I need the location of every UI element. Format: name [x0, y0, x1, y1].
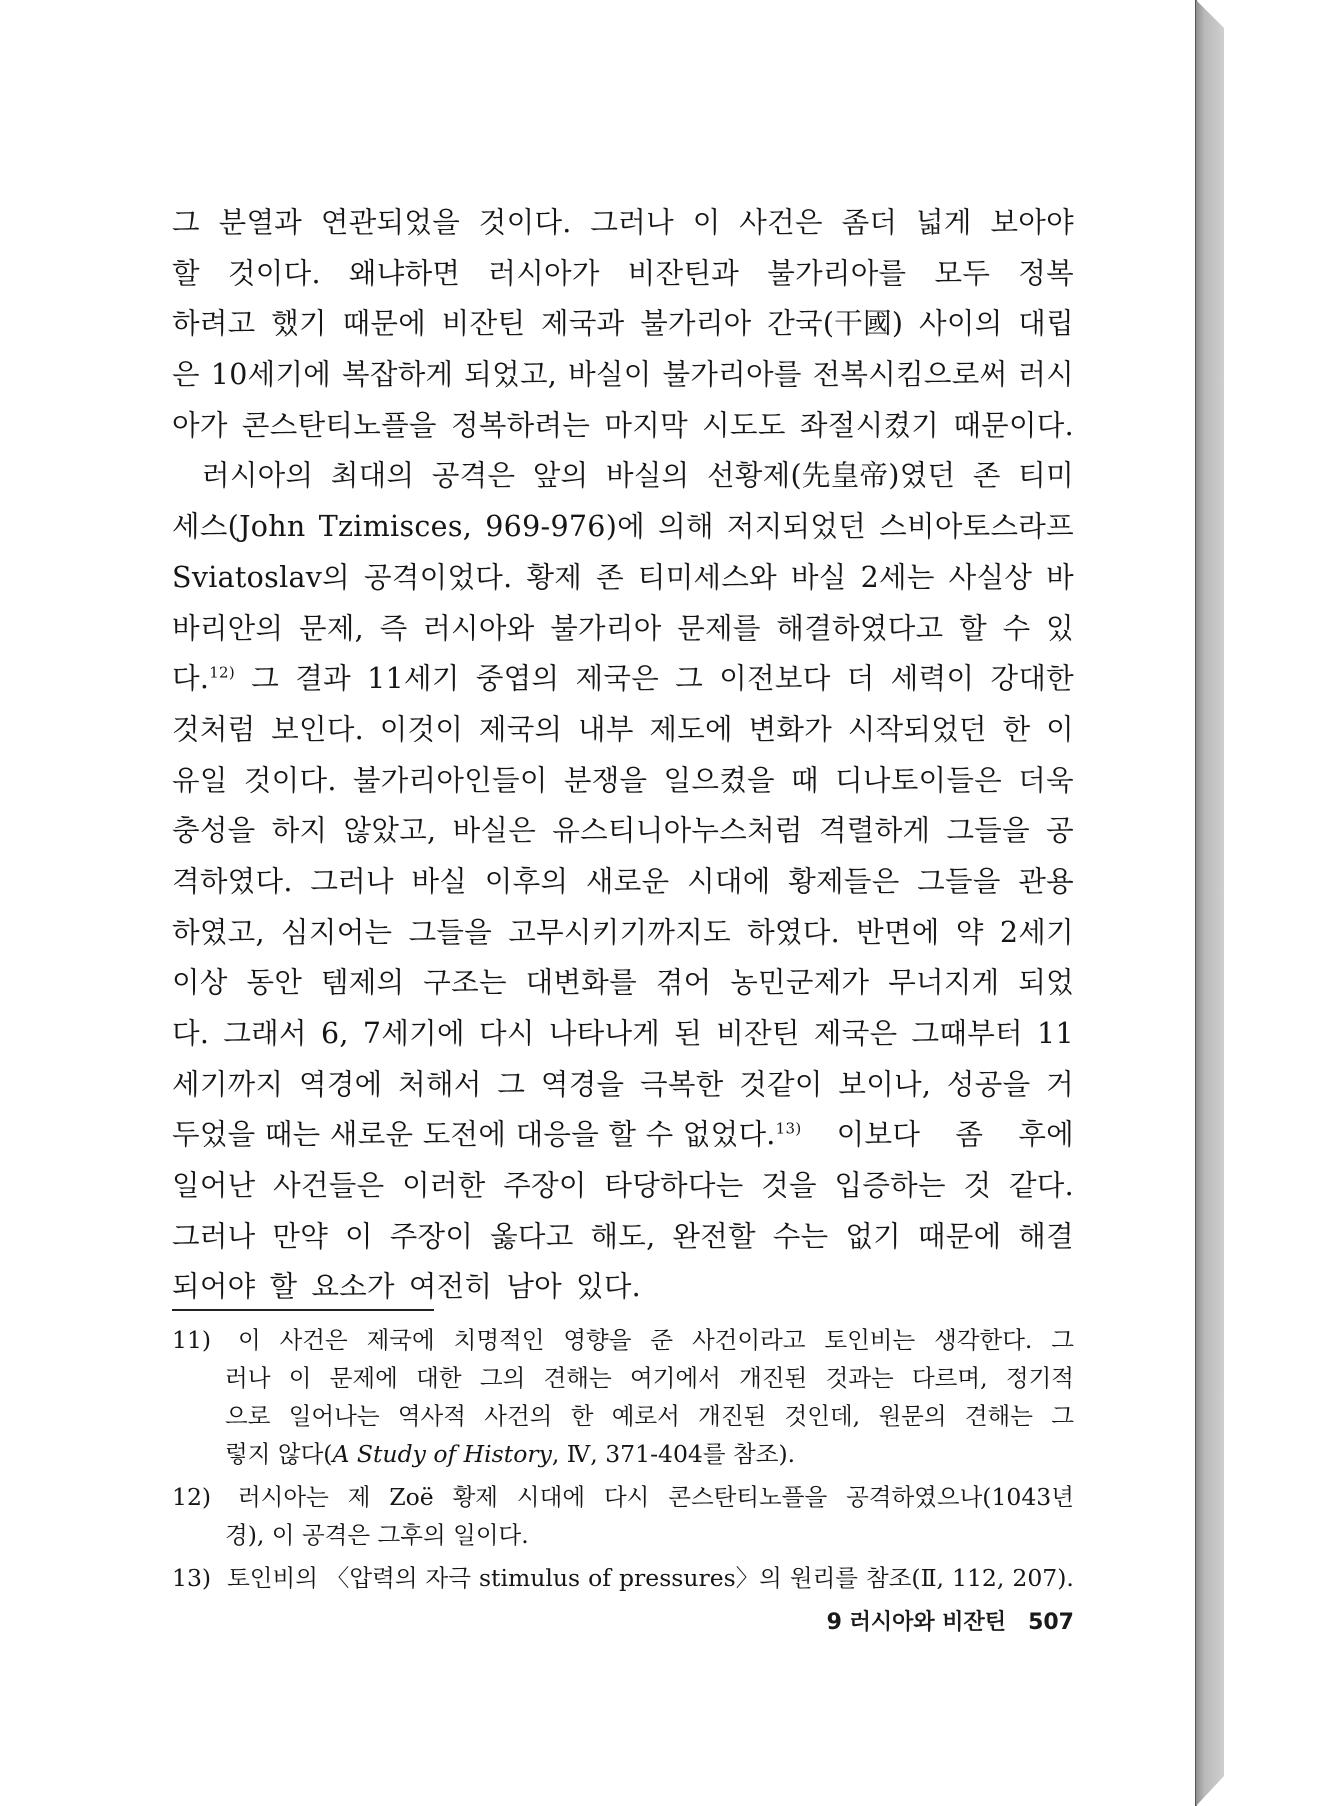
word: 간국(干國)	[767, 307, 904, 341]
word: 의해	[658, 510, 714, 544]
word: 왜냐하면	[348, 256, 461, 290]
word: 않았고,	[343, 814, 437, 848]
word: 새로운	[585, 864, 670, 898]
word: 마지막	[604, 408, 688, 442]
word: 토인비는	[824, 1326, 916, 1354]
footnote-line	[172, 1359, 1074, 1397]
word: 하려고	[172, 307, 256, 341]
word: 것처럼	[172, 712, 256, 746]
word: 11세기	[367, 662, 460, 696]
word: 이보다	[836, 1118, 921, 1152]
word: 은	[172, 358, 200, 392]
word: 다.	[172, 1017, 210, 1050]
word: 내부	[578, 712, 634, 746]
word: 207).	[1012, 1564, 1074, 1592]
word: 공격은	[431, 459, 516, 493]
word: 때	[791, 763, 819, 797]
word: 요소가	[311, 1270, 395, 1304]
word: 이	[288, 1364, 312, 1392]
word: 아가	[172, 408, 228, 442]
word: 할	[959, 611, 987, 645]
text-line	[172, 908, 1074, 959]
word: 일어나는	[288, 1402, 380, 1430]
word: 문제를	[677, 611, 761, 645]
word: 좀	[955, 1118, 984, 1152]
word: 영향을	[563, 1326, 632, 1354]
word: 으로	[225, 1402, 271, 1430]
word: 극복한	[640, 1067, 724, 1101]
word: 한	[1002, 712, 1031, 746]
footnote-line	[172, 1397, 1074, 1435]
text-line	[172, 451, 1074, 502]
word: 토인비의	[227, 1564, 318, 1592]
word: 참조(Ⅱ,	[866, 1564, 945, 1592]
word: 시도도	[702, 408, 786, 442]
word: 강대한	[990, 662, 1074, 696]
word: 일으켰을	[663, 763, 775, 797]
word: 해결하였다고	[776, 611, 944, 645]
word: 원리를	[789, 1564, 858, 1592]
word: 러시아가	[488, 256, 600, 290]
word: 할	[172, 256, 200, 290]
word: 주장이	[389, 1219, 474, 1253]
word: 세력이	[890, 662, 975, 696]
word: 비잔틴과	[627, 256, 740, 290]
word: 더욱	[1018, 763, 1074, 797]
footnote-tail: 렇지 않다(	[225, 1440, 333, 1468]
word: 이	[344, 1219, 373, 1253]
word: 입증하는	[834, 1169, 946, 1203]
text-line	[172, 502, 1074, 553]
text-line	[172, 553, 1074, 604]
word: 충성을	[172, 814, 256, 848]
word: 다시	[603, 1483, 650, 1511]
word: 황제들은	[788, 864, 900, 898]
word: 콘스탄티노플을	[668, 1483, 828, 1511]
page-number: 507	[1028, 1610, 1074, 1635]
page-stack-edge	[1196, 0, 1224, 1806]
word: 7세기에	[362, 1017, 465, 1050]
text-line	[172, 654, 1074, 705]
footnote-tail-group	[225, 1435, 795, 1473]
word: 하지	[271, 814, 328, 848]
word: 있다.	[576, 1270, 642, 1304]
word: 유일	[172, 763, 228, 797]
word: 불가리아인들이	[352, 763, 548, 797]
word: 변화가	[748, 712, 833, 746]
word: 불가리아를	[767, 256, 907, 290]
word: 좀더	[841, 206, 898, 239]
word: 옳다고	[490, 1219, 574, 1253]
word: 일어난	[172, 1169, 256, 1203]
footnote-ref: 13)	[775, 1119, 802, 1138]
word: 사건은	[279, 1326, 348, 1354]
word: 러시아는	[237, 1483, 329, 1511]
word: 수는	[772, 1219, 829, 1253]
text-line	[172, 198, 1074, 249]
footnote-line	[172, 1559, 1074, 1597]
word: 되었고,	[464, 358, 558, 392]
text-line	[172, 604, 1074, 655]
word: 제	[347, 1483, 371, 1511]
word: 그러나	[310, 864, 394, 898]
word: 다르며,	[911, 1364, 988, 1392]
word: 사건이라고	[691, 1326, 806, 1354]
word: 이것이	[379, 712, 464, 746]
word: 969-976)에	[485, 510, 645, 544]
word: 거	[1046, 1067, 1074, 1101]
line-lead-group	[172, 1110, 802, 1161]
word: 되었	[1018, 966, 1074, 1000]
word: 템제의	[320, 966, 405, 1000]
word: 공격하였으나(1043년	[846, 1483, 1074, 1511]
word: 격하였다.	[172, 864, 293, 898]
word: 이	[237, 1326, 261, 1354]
word: 약	[955, 915, 984, 949]
word: 할	[269, 1270, 298, 1304]
word: 러나	[225, 1364, 271, 1392]
footnote-line	[172, 1516, 1074, 1554]
word: 공격이었다.	[363, 560, 513, 594]
word: 바실이	[568, 358, 652, 392]
word: 역경을	[540, 1067, 625, 1101]
word: 같다.	[1008, 1169, 1074, 1203]
word: 저지되었던	[726, 510, 867, 544]
word: 결과	[295, 662, 351, 696]
text-line	[172, 350, 1074, 401]
word: 바실	[411, 864, 468, 898]
word: 2세기	[999, 915, 1074, 949]
word: 복잡하게	[342, 358, 454, 392]
word: 심지어는	[281, 915, 393, 949]
word: 중엽의	[475, 662, 560, 696]
word: 티미세스와	[637, 560, 778, 594]
word: 원문의	[878, 1402, 947, 1430]
word: 제국의	[478, 712, 563, 746]
text-line	[172, 1009, 1074, 1060]
word: 것이다.	[227, 256, 321, 290]
word: 처해서	[398, 1067, 482, 1101]
word: 11	[1037, 1017, 1074, 1050]
text-line	[172, 705, 1074, 756]
text-line	[172, 1060, 1074, 1111]
word: 러시	[1018, 358, 1074, 392]
word: 없기	[845, 1219, 902, 1253]
word: 만약	[272, 1219, 329, 1253]
word: 이러한	[402, 1169, 486, 1203]
word: 112,	[952, 1564, 1005, 1592]
word: 그	[1051, 1326, 1074, 1354]
word: 그들을	[917, 864, 1001, 898]
word: 그래서	[223, 1017, 307, 1050]
word: 정기적	[1005, 1364, 1074, 1392]
word: 불가리아	[550, 611, 662, 645]
word: 때문에	[342, 307, 427, 341]
footnote-line	[172, 1435, 1074, 1473]
text-line	[172, 1212, 1074, 1263]
footnotes	[172, 1321, 1074, 1597]
word: 생각한다.	[934, 1326, 1033, 1354]
word: 여전히	[408, 1270, 493, 1304]
word: 그들을	[408, 915, 493, 949]
word: 선황제(先皇帝)였던	[707, 459, 956, 493]
word: 제국은	[575, 662, 660, 696]
word: 동안	[246, 966, 303, 1000]
word: 분쟁을	[563, 763, 648, 797]
word: 견해는	[964, 1402, 1033, 1430]
text-line	[172, 958, 1074, 1009]
word: 황제	[452, 1483, 499, 1511]
word: 주장이	[503, 1169, 587, 1203]
word: 것이다.	[243, 763, 337, 797]
word: 것이다.	[478, 206, 572, 239]
footnote-number: 11)	[172, 1326, 212, 1354]
word: 역경에	[299, 1067, 383, 1101]
text-line	[172, 857, 1074, 908]
word: 타당하다는	[604, 1169, 744, 1203]
word: 하였다.	[747, 915, 840, 949]
word: 그러나	[172, 1219, 256, 1253]
word: 겪어	[655, 966, 712, 1000]
word: 사실상	[948, 560, 1033, 594]
word: 것	[963, 1169, 992, 1203]
word: 시대에	[687, 864, 771, 898]
word: 그의	[479, 1364, 526, 1392]
text-line	[172, 249, 1074, 300]
word: 그	[172, 206, 200, 239]
word: 문제,	[299, 611, 365, 645]
word: 이	[692, 206, 721, 239]
text-line	[172, 401, 1074, 452]
word: 견해는	[543, 1364, 612, 1392]
word: 대립	[1018, 307, 1074, 341]
footnote-number: 13)	[172, 1564, 212, 1592]
word: 해도,	[590, 1219, 656, 1253]
footnote-line	[172, 1478, 1074, 1516]
word: 보인다.	[271, 712, 365, 746]
line-lead: 다.	[172, 662, 210, 696]
footnote-tail-end: , Ⅳ, 371-404를 참조).	[551, 1440, 796, 1468]
word: 분열과	[218, 206, 303, 239]
word: 그	[497, 1067, 526, 1101]
word: 〈압력의	[325, 1564, 418, 1592]
text-line	[172, 299, 1074, 350]
word: 디나토이들은	[835, 763, 1003, 797]
word: 존	[972, 459, 1001, 493]
word: 것인데,	[784, 1402, 861, 1430]
text-line	[172, 1110, 1074, 1161]
word: 그	[675, 662, 704, 696]
word: 구조는	[423, 966, 507, 1000]
word: 시작되었던	[847, 712, 987, 746]
word: 공	[1046, 814, 1074, 848]
word: 앞의	[532, 459, 589, 493]
word: 것같이	[739, 1067, 823, 1101]
word: 바	[1046, 560, 1074, 594]
word: 보아야	[990, 206, 1074, 239]
word: 러시아와	[423, 611, 535, 645]
text-line	[172, 806, 1074, 857]
word: 세스(John	[172, 510, 306, 544]
word: 했기	[271, 307, 327, 341]
word: 제국과	[540, 307, 625, 341]
word: 시대에	[516, 1483, 586, 1511]
word: 비잔틴	[441, 307, 526, 341]
text-line	[172, 1262, 1074, 1313]
word: 러시아의	[202, 459, 314, 493]
word: 치명적인	[453, 1326, 545, 1354]
word: 세기까지	[172, 1067, 284, 1101]
word: 그들을	[946, 814, 1030, 848]
running-footer	[827, 1605, 1074, 1636]
word: 넓게	[916, 206, 972, 239]
body-text	[172, 198, 1074, 1313]
word: 모두	[934, 256, 991, 290]
word: 하였고,	[172, 915, 265, 949]
word: 개진된	[698, 1402, 767, 1430]
word: 고무시키기까지도	[508, 915, 731, 949]
word: 제국은	[813, 1017, 898, 1050]
word: 사이의	[919, 307, 1003, 341]
word: 역사적	[397, 1402, 466, 1430]
word: 6,	[320, 1017, 349, 1050]
word: 10세기에	[210, 358, 332, 392]
line-lead-group	[172, 654, 235, 705]
word: 개진된	[739, 1364, 808, 1392]
line-lead: 두었을 때는 새로운 도전에 대응을 할 수 없었다.	[172, 1118, 776, 1152]
word: 제국에	[366, 1326, 435, 1354]
word: 바리안의	[172, 611, 284, 645]
word: 예로서	[611, 1402, 680, 1430]
word: 그때부터	[911, 1017, 1023, 1050]
word: 전복시킴으로써	[812, 358, 1008, 392]
word: 정복	[1018, 256, 1074, 290]
word: 대한	[416, 1364, 462, 1392]
footnote-ref: 12)	[209, 663, 236, 682]
word: 농민군제가	[730, 966, 870, 1000]
word: 바실은	[452, 814, 537, 848]
word: 즉	[379, 611, 408, 645]
word: 존	[596, 560, 624, 594]
word: 때문에	[917, 1219, 1002, 1253]
word: of	[588, 1564, 611, 1592]
word: 해결	[1018, 1219, 1074, 1253]
word: 최대의	[330, 459, 415, 493]
word: 성공을	[946, 1067, 1031, 1101]
word: 있	[1046, 611, 1074, 645]
word: 정복하려는	[451, 408, 591, 442]
word: 격렬하게	[818, 814, 931, 848]
word: 불가리아	[640, 307, 752, 341]
word: 콘스탄티노플을	[241, 408, 437, 442]
word: 이상	[172, 966, 228, 1000]
word: 제도에	[649, 712, 733, 746]
word: Zoë	[389, 1483, 434, 1511]
word: Tzimisces,	[318, 510, 473, 544]
word: 다시	[479, 1017, 535, 1050]
word: 완전할	[672, 1219, 756, 1253]
word: 이전보다	[719, 662, 831, 696]
word: 그	[251, 662, 280, 696]
word: 연관되었을	[320, 206, 461, 239]
word: 관용	[1018, 864, 1074, 898]
word: 유스티니아누스처럼	[552, 814, 803, 848]
word: 대변화를	[525, 966, 637, 1000]
text-line	[172, 1161, 1074, 1212]
word: 후에	[1018, 1118, 1074, 1152]
word: 것과는	[825, 1364, 894, 1392]
word: 무너지게	[888, 966, 1000, 1000]
word: 자극	[425, 1564, 471, 1592]
word: 사건은	[739, 206, 823, 239]
word: 준	[650, 1326, 674, 1354]
word: 사건의	[484, 1402, 553, 1430]
word: 바실	[790, 560, 847, 594]
footnote-line	[172, 1321, 1074, 1359]
word: 되어야	[172, 1270, 256, 1304]
text-line	[172, 756, 1074, 807]
word: 것을	[761, 1169, 817, 1203]
word: 좌절시켰기	[799, 408, 940, 442]
footnote-tail: 경), 이 공격은 그후의 일이다.	[225, 1521, 529, 1549]
word: 불가리아를	[662, 358, 802, 392]
word: 바실의	[606, 459, 690, 493]
word: 이	[1046, 712, 1074, 746]
book-title: A Study of History	[332, 1440, 552, 1468]
word: 그	[1051, 1402, 1074, 1430]
word: 더	[846, 662, 875, 696]
word: 스비아토스라프	[879, 510, 1074, 544]
word: 수	[1002, 611, 1031, 645]
word: 보이나,	[838, 1067, 932, 1101]
word: 2세는	[860, 560, 935, 594]
footnote-number: 12)	[172, 1483, 212, 1511]
word: 된	[674, 1017, 703, 1050]
word: stimulus	[478, 1564, 581, 1592]
word: 여기에서	[630, 1364, 721, 1392]
word: 황제	[526, 560, 583, 594]
word: 때문이다.	[953, 408, 1074, 442]
running-title: 9 러시아와 비잔틴	[826, 1610, 1007, 1635]
word: 반면에	[856, 915, 940, 949]
word: 티미	[1018, 459, 1074, 493]
word: Sviatoslav의	[172, 560, 351, 594]
word: 그러나	[590, 206, 674, 239]
word: 나타나게	[548, 1017, 661, 1050]
word: 문제에	[329, 1364, 398, 1392]
word: 사건들은	[273, 1169, 385, 1203]
word: 이후의	[484, 864, 569, 898]
word: pressures〉의	[619, 1564, 782, 1592]
word: 비잔틴	[716, 1017, 800, 1050]
word: 남아	[506, 1270, 563, 1304]
word: 한	[570, 1402, 594, 1430]
footnote-rule	[172, 1309, 434, 1311]
